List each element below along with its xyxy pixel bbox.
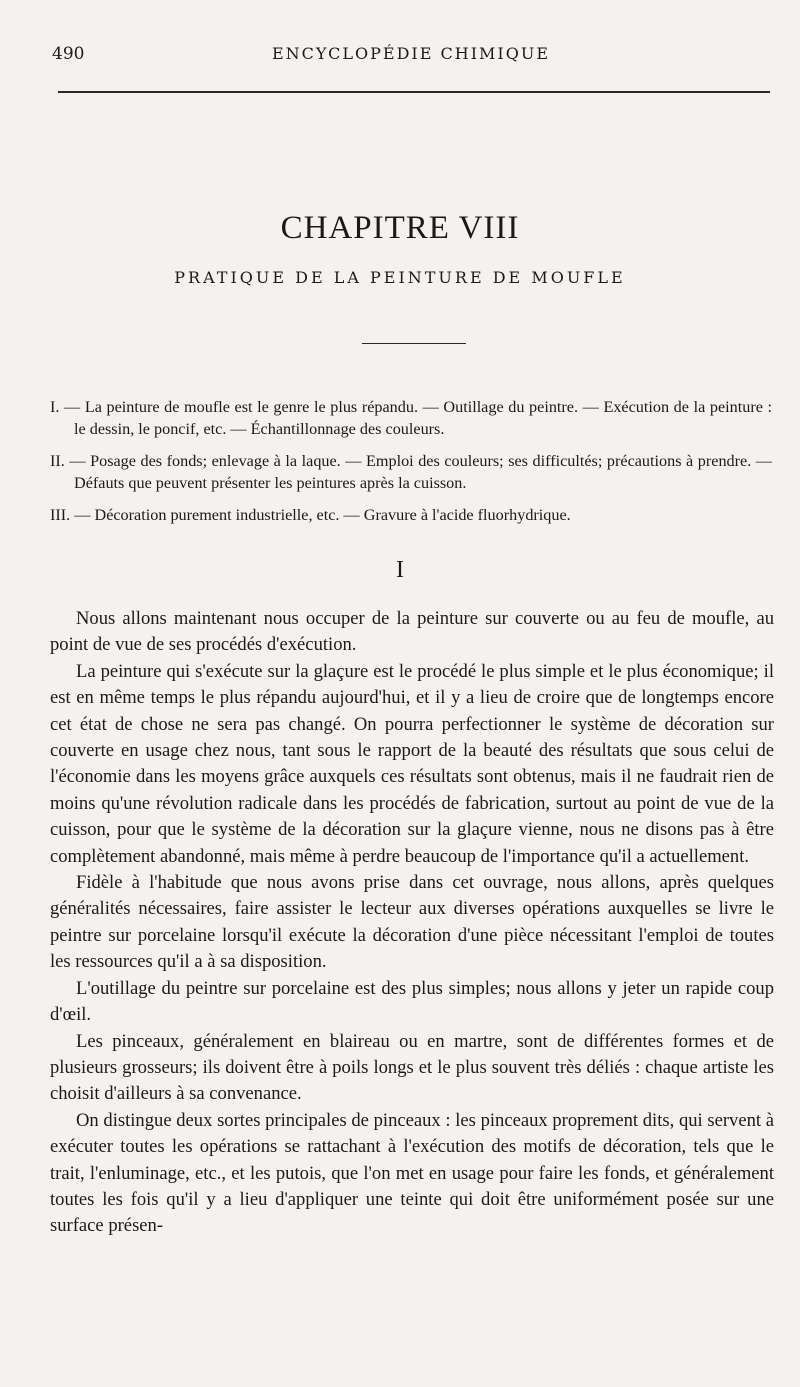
header-rule bbox=[58, 91, 770, 93]
paragraph: Nous allons maintenant nous occuper de la peinture sur couverte ou au feu de moufle, au point de vue de ses procédés d'exécution. bbox=[50, 608, 774, 656]
running-title: ENCYCLOPÉDIE CHIMIQUE bbox=[271, 44, 551, 63]
body-text bbox=[50, 606, 774, 1240]
paragraph: On distingue deux sortes principales de pinceaux : les pinceaux proprement dits, qui servent à exécuter toutes les opérations se rattachant à l'exécution des motifs de décoration, tels que le trait, l'enluminage, etc., et les putois, que l'on met en usage pour faire les fonds, et généralement toutes les fois qu'il y a lieu d'appliquer une teinte qui doit être uniformément posée sur une surface présen- bbox=[50, 1109, 774, 1237]
chapter-subtitle: PRATIQUE DE LA PEINTURE DE MOUFLE bbox=[174, 268, 626, 287]
paragraph: Les pinceaux, généralement en blaireau ou en martre, sont de différentes formes et de plusieurs grosseurs; ils doivent être à poils longs et le plus souvent très déliés : chaque artiste les choisit d'ailleurs à sa convenance. bbox=[50, 1030, 774, 1105]
paragraph: L'outillage du peintre sur porcelaine est des plus simples; nous allons y jeter un rapide coup d'œil. bbox=[50, 977, 774, 1026]
page-number: 490 bbox=[52, 44, 85, 64]
title-rule bbox=[362, 343, 466, 344]
summary-item: I. — La peinture de moufle est le genre le plus répandu. — Outillage du peintre. — Exécution de la peinture : le dessin, le poncif, etc. — Échantillonnage des couleurs. bbox=[50, 398, 772, 438]
paragraph: La peinture qui s'exécute sur la glaçure est le procédé le plus simple et le plus économique; il est en même temps le plus répandu aujourd'hui, et il y a lieu de croire que de longtemps encore cet état de chose ne sera pas changé. On pourra perfectionner le système de décoration sur couverte en usage chez nous, tant sous le rapport de la beauté des résultats que sous celui de l'économie dans les moyens grâce auxquels ces résultats sont obtenus, mais il ne faudrait rien de moins qu'une révolution radicale dans les procédés de fabrication, surtout au point de vue de la cuisson, pour que le système de la décoration sur la glaçure vienne, nous ne disons pas à être complètement abandonné, mais même à perdre beaucoup de l'importance qu'il a actuellement. bbox=[50, 660, 774, 867]
section-marker: I bbox=[396, 557, 404, 583]
chapter-title: CHAPITRE VIII bbox=[280, 210, 520, 246]
paragraph: Fidèle à l'habitude que nous avons prise dans cet ouvrage, nous allons, après quelques généralités nécessaires, faire assister le lecteur aux diverses opérations auxquelles se livre le peintre sur porcelaine lorsqu'il exécute la décoration d'une pièce nécessitant l'emploi de toutes les ressources qu'il a à sa disposition. bbox=[50, 872, 774, 973]
summary-item: III. — Décoration purement industrielle, etc. — Gravure à l'acide fluorhydrique. bbox=[50, 506, 571, 524]
summary-item: II. — Posage des fonds; enlevage à la laque. — Emploi des couleurs; ses difficultés; précautions à prendre. — Défauts que peuvent présenter les peintures après la cuisson. bbox=[50, 452, 772, 492]
page-header bbox=[52, 44, 770, 70]
chapter-summary bbox=[50, 396, 772, 536]
